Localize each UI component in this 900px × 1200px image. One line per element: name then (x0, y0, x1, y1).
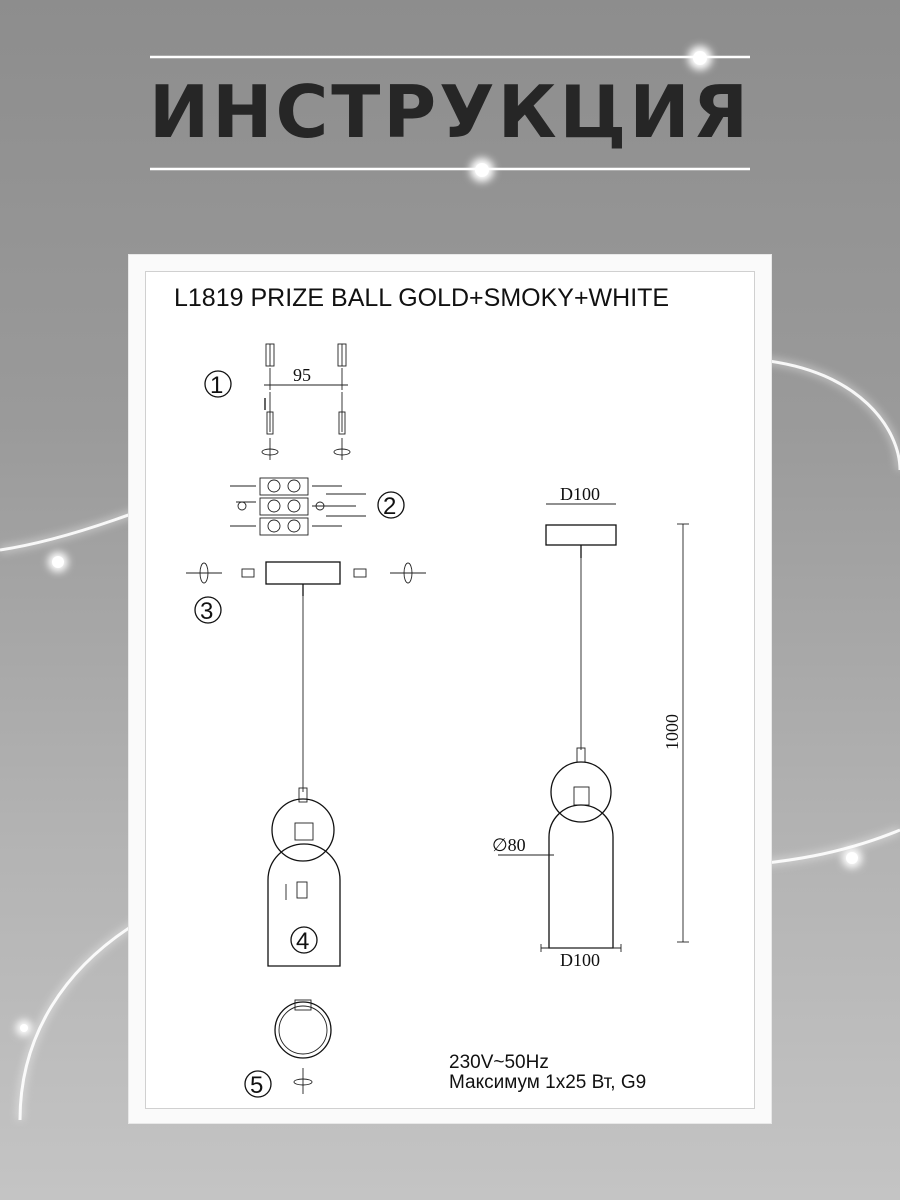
model-title: L1819 PRIZE BALL GOLD+SMOKY+WHITE (174, 284, 670, 312)
technical-drawing (146, 272, 756, 1110)
ring-diameter-label: ∅80 (492, 835, 526, 855)
instruction-sheet-inner (145, 271, 755, 1109)
shade-diameter-label: D100 (560, 950, 600, 970)
step-4-number: 4 (296, 928, 310, 955)
step-3-canopy (186, 562, 426, 792)
page-heading: ИНСТРУКЦИЯ (148, 70, 752, 154)
step-1-number: 1 (210, 372, 224, 399)
instruction-sheet (128, 254, 772, 1124)
step-1-mounting-screws (205, 344, 350, 460)
step-5-number: 5 (250, 1072, 264, 1099)
height-dimension-label: 1000 (662, 714, 682, 750)
step-3-number: 3 (200, 598, 214, 625)
mount-spacing-dimension: 95 (293, 365, 311, 385)
power-spec: Максимум 1x25 Вт, G9 (449, 1072, 647, 1093)
step-2-number: 2 (383, 493, 397, 520)
canopy-diameter-label: D100 (560, 484, 600, 504)
voltage-spec: 230V~50Hz (449, 1052, 549, 1073)
dimension-drawing (492, 484, 689, 970)
step-2-wiring (230, 478, 404, 535)
step-4-lamp-body (268, 788, 340, 966)
step-5-ring (245, 1000, 331, 1099)
